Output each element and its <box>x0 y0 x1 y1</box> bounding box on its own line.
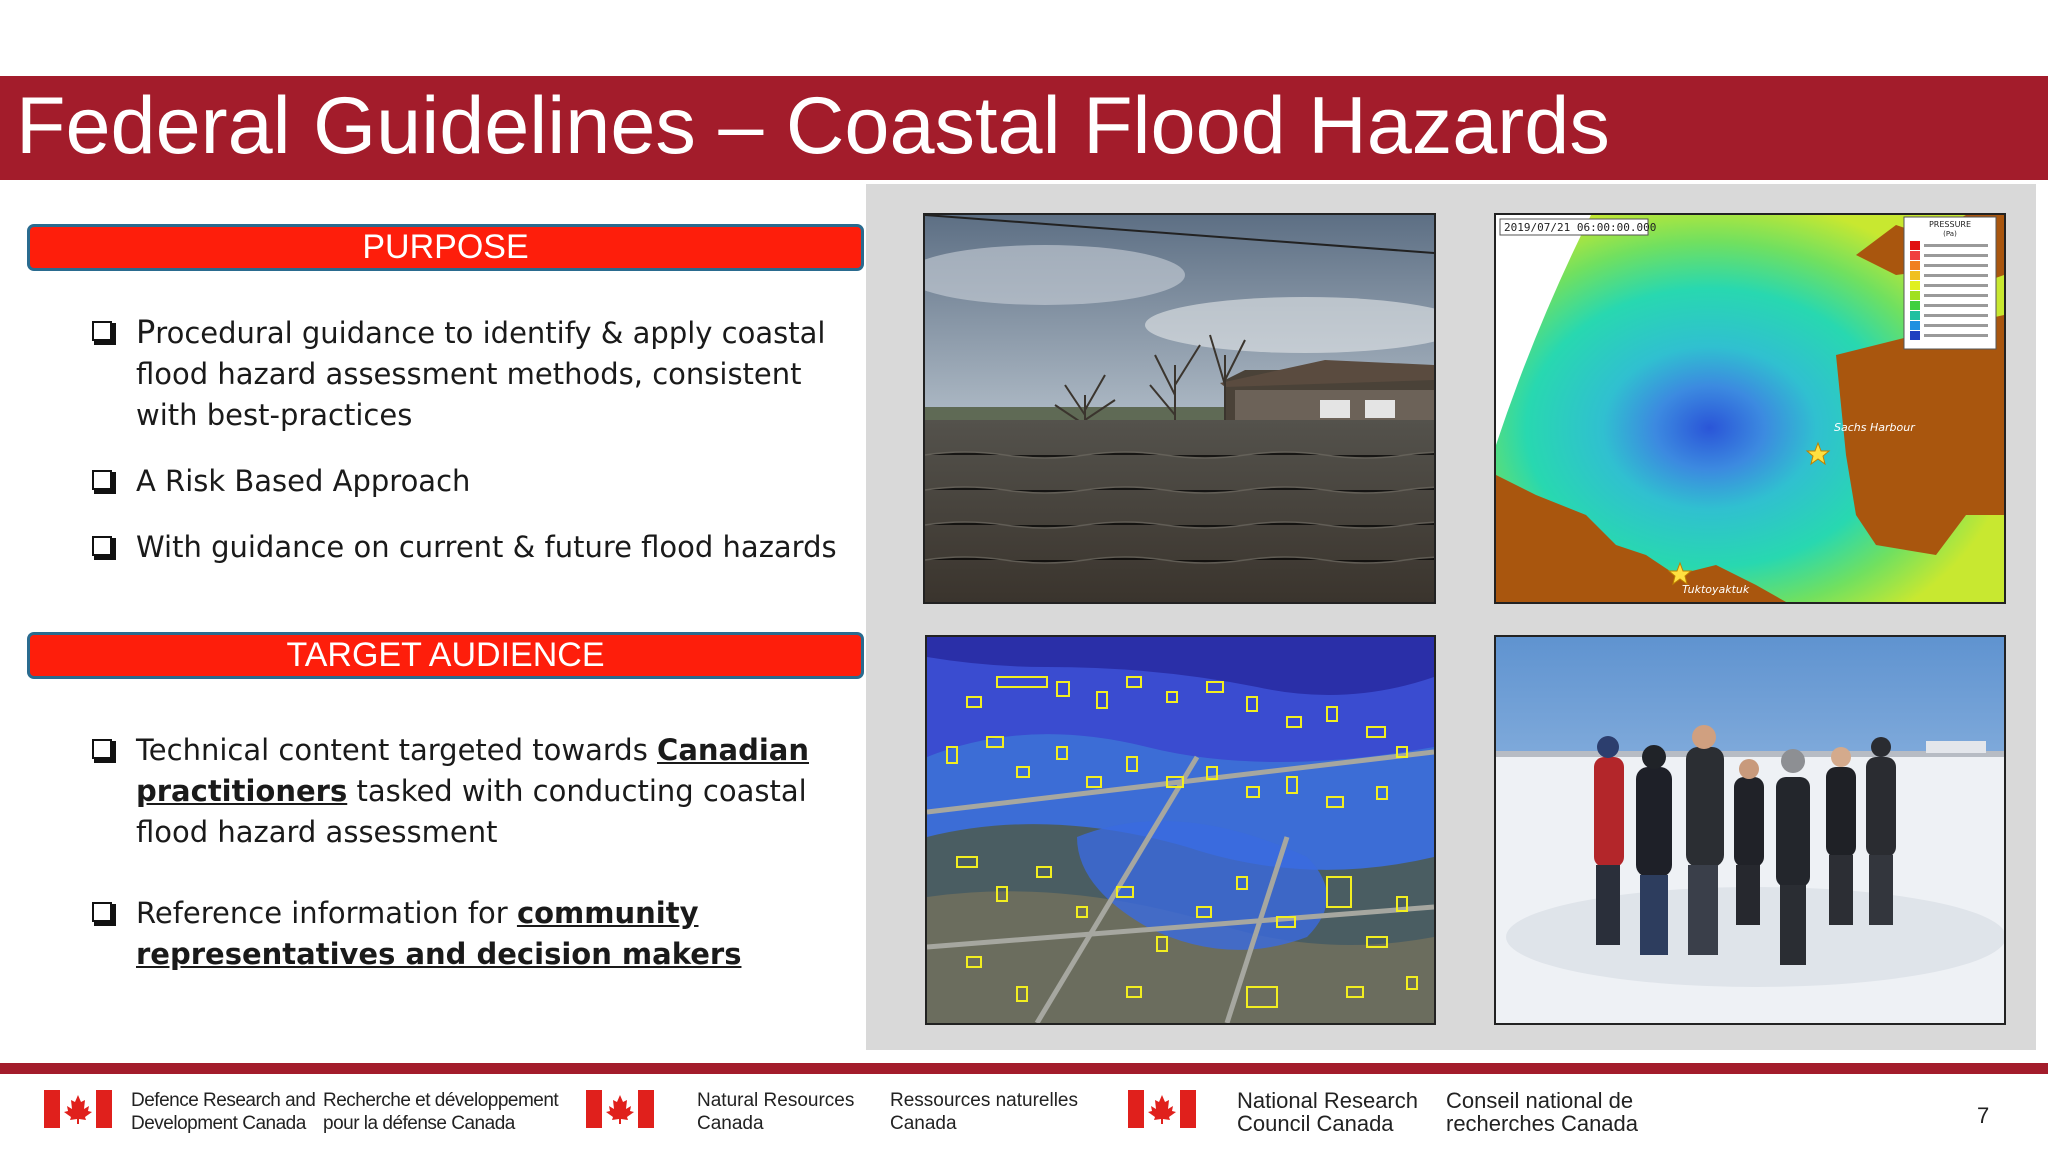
list-item <box>88 312 858 436</box>
flooded-house-photo <box>923 213 1436 604</box>
map-legend <box>1904 217 1996 349</box>
legend-swatch <box>1910 291 1920 300</box>
legend-swatch <box>1910 241 1920 250</box>
legend-range-text <box>1924 284 1988 287</box>
nrc-name-fr: Conseil national de recherches Canada <box>1446 1088 1639 1136</box>
aerial-flood-extent-image <box>925 635 1436 1025</box>
legend-range-text <box>1924 324 1988 327</box>
legend-range-text <box>1924 304 1988 307</box>
place-label-sachs-harbour: Sachs Harbour <box>1834 421 1915 434</box>
list-item <box>88 730 858 853</box>
legend-swatch <box>1910 261 1920 270</box>
list-item <box>88 527 858 568</box>
slide-title: Federal Guidelines – Coastal Flood Hazards <box>16 81 1610 171</box>
legend-range-text <box>1924 264 1988 267</box>
legend-range-text <box>1924 274 1988 277</box>
legend-swatch <box>1910 271 1920 280</box>
checkbox-bullet-icon <box>92 536 112 556</box>
flooded-house-illustration <box>925 215 1434 602</box>
legend-range-text <box>1924 314 1988 317</box>
bullet-text: Technical content targeted towards <box>136 733 658 767</box>
legend-swatch <box>1910 331 1920 340</box>
field-visit-snow-photo <box>1494 635 2006 1025</box>
footer-rule <box>0 1063 2048 1074</box>
legend-swatch <box>1910 321 1920 330</box>
purpose-heading: PURPOSE <box>27 224 864 271</box>
checkbox-bullet-icon <box>92 321 112 341</box>
page-number: 7 <box>1977 1103 1990 1128</box>
legend-range-text <box>1924 294 1988 297</box>
field-visit-illustration <box>1496 637 2004 1023</box>
drdc-name-en: Defence Research and Development Canada <box>131 1090 316 1134</box>
legend-range-text <box>1924 334 1988 337</box>
canada-flag-icon <box>44 1090 112 1128</box>
list-item <box>88 461 858 502</box>
checkbox-bullet-icon <box>92 902 112 922</box>
legend-title: PRESSURE <box>1928 220 1972 229</box>
bullet-emphasis: Canadian practitioners <box>136 733 810 808</box>
bullet-text: rocedural guidance to identify & apply coastal flood hazard assessment methods, consistent with best-practices <box>136 316 826 432</box>
legend-swatch <box>1910 311 1920 320</box>
bullet-text: tasked with conducting coastal flood hazard assessment <box>136 774 807 849</box>
bullet-text: With guidance on current & future flood hazards <box>136 530 837 564</box>
nrcan-name-en: Natural Resources Canada <box>697 1090 855 1134</box>
nrcan-name-fr: Ressources naturelles Canada <box>890 1090 1078 1134</box>
bullet-lead-letter: P <box>136 313 156 351</box>
purpose-list <box>88 312 858 593</box>
checkbox-bullet-icon <box>92 739 112 759</box>
legend-swatch <box>1910 251 1920 260</box>
audience-list <box>88 730 858 975</box>
drdc-name-fr: Recherche et développement pour la défense Canada <box>323 1090 559 1134</box>
canada-flag-icon <box>1128 1090 1196 1128</box>
legend-swatch <box>1910 281 1920 290</box>
legend-range-text <box>1924 244 1988 247</box>
place-label-tuktoyaktuk: Tuktoyaktuk <box>1682 583 1750 596</box>
bullet-text: Reference information for <box>136 896 517 930</box>
bullet-text: A Risk Based Approach <box>136 464 471 498</box>
legend-range-text <box>1924 254 1988 257</box>
list-item <box>88 893 858 975</box>
pressure-model-map <box>1494 213 2006 604</box>
aerial-flood-illustration <box>927 637 1434 1023</box>
checkbox-bullet-icon <box>92 470 112 490</box>
title-bar <box>0 76 2048 180</box>
target-audience-heading: TARGET AUDIENCE <box>27 632 864 679</box>
legend-swatch <box>1910 301 1920 310</box>
pressure-map-illustration <box>1496 215 2004 602</box>
nrc-name-en: National Research Council Canada <box>1237 1088 1418 1136</box>
legend-unit: (Pa) <box>1943 230 1957 238</box>
map-timestamp: 2019/07/21 06:00:00.000 <box>1504 221 1657 234</box>
canada-flag-icon <box>586 1090 654 1128</box>
bullet-emphasis: community representatives and decision makers <box>136 896 742 971</box>
